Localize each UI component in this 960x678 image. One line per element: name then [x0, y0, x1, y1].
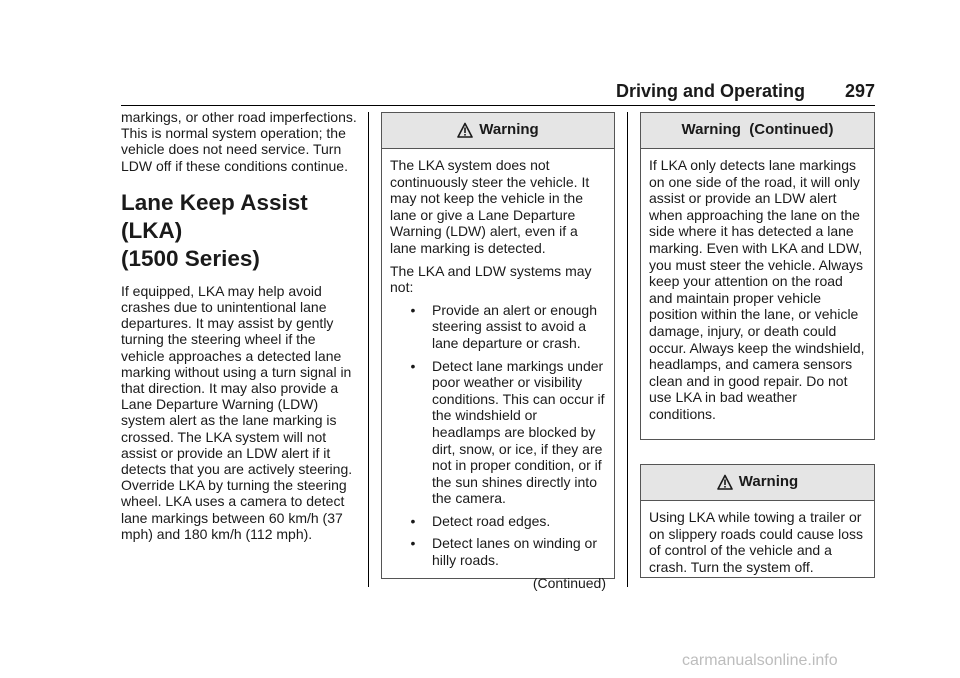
section-title: Driving and Operating [615, 81, 805, 101]
warning-body [641, 149, 874, 435]
page-header [0, 81, 875, 103]
bullet-text: Detect road edges. [432, 512, 551, 529]
section-heading [121, 189, 359, 273]
bullet-dot: • [410, 512, 416, 529]
heading-line-1: Lane Keep Assist (LKA) [121, 189, 308, 243]
warning-triangle-icon [457, 122, 473, 139]
warning-header [382, 113, 614, 149]
bullet-dot: • [410, 301, 416, 318]
warning-body [382, 149, 614, 597]
heading-line-2: (1500 Series) [121, 245, 260, 271]
watermark: carmanualsonline.info [682, 652, 838, 669]
continued-label: (Continued) [532, 574, 606, 591]
bullet-item [390, 513, 606, 530]
warning-header [641, 113, 874, 149]
bullet-item [390, 302, 606, 352]
warning-paragraph: The LKA and LDW systems may not: [390, 262, 592, 296]
intro-paragraph: markings, or other road imperfections. This is normal system operation; the vehicle does not need service. Turn LDW off if these conditions continue. [121, 109, 357, 174]
body-paragraph: If equipped, LKA may help avoid crashes due to unintentional lane departures. It may assist by gently turning the steering wheel if the vehicle approaches a detected lane marking without using a turn signal in that direction. It may also provide a Lane Departure Warning (LDW) system alert as the lane marking is crossed. The LKA system will not assist or provide an LDW alert if it detects that you are actively steering. Override LKA by turning the steering wheel. LKA uses a camera to detect lane markings between 60 km/h (37 mph) and 180 km/h (112 mph). [121, 282, 353, 542]
warning-body [641, 501, 874, 587]
bullet-dot: • [410, 535, 416, 552]
bullet-text: Detect lane markings under poor weather or visibility conditions. This can occur if the windshield or headlamps are blocked by dirt, snow, or ice, if they are not in proper condition, or if the sun shines directly into the camera. [432, 357, 605, 507]
column-divider [627, 112, 628, 587]
warning-triangle-icon [717, 474, 733, 491]
warning-header [641, 465, 874, 501]
column-left [121, 109, 359, 542]
warning-title: Warning [738, 473, 799, 491]
warning-paragraph: If LKA only detects lane markings on one side of the road, it will only assist or provide an LDW alert when approaching the lane on the side where it has detected a lane marking. Even with LKA and LDW, you must steer the vehicle. Always keep your attention on the road and maintain proper vehicle position within the lane, or vehicle damage, injury, or death could occur. Always keep the windshield, headlamps, and camera sensors clean and in good repair. Do not use LKA in bad weather conditions. [649, 157, 865, 422]
warning-paragraph: Using LKA while towing a trailer or on slippery roads could cause loss of control of the vehicle and a crash. Turn the system off. [649, 509, 864, 575]
bullet-item [390, 535, 606, 568]
warning-title: Warning (Continued) [681, 121, 834, 139]
header-rule [121, 105, 875, 106]
bullet-text: Provide an alert or enough steering assist to avoid a lane departure or crash. [432, 301, 597, 351]
page-number: 297 [844, 81, 875, 101]
bullet-item [390, 358, 606, 507]
bullet-dot: • [410, 357, 416, 374]
warning-box-3 [640, 464, 875, 578]
warning-paragraph: The LKA system does not continuously steer the vehicle. It may not keep the vehicle in the lane or give a Lane Departure Warning (LDW) alert, even if a lane marking is detected. [390, 157, 590, 256]
column-divider [368, 112, 369, 587]
bullet-text: Detect lanes on winding or hilly roads. [432, 535, 597, 569]
warning-title: Warning [479, 121, 539, 139]
warning-box-2 [640, 112, 875, 440]
warning-box-1 [381, 112, 615, 591]
